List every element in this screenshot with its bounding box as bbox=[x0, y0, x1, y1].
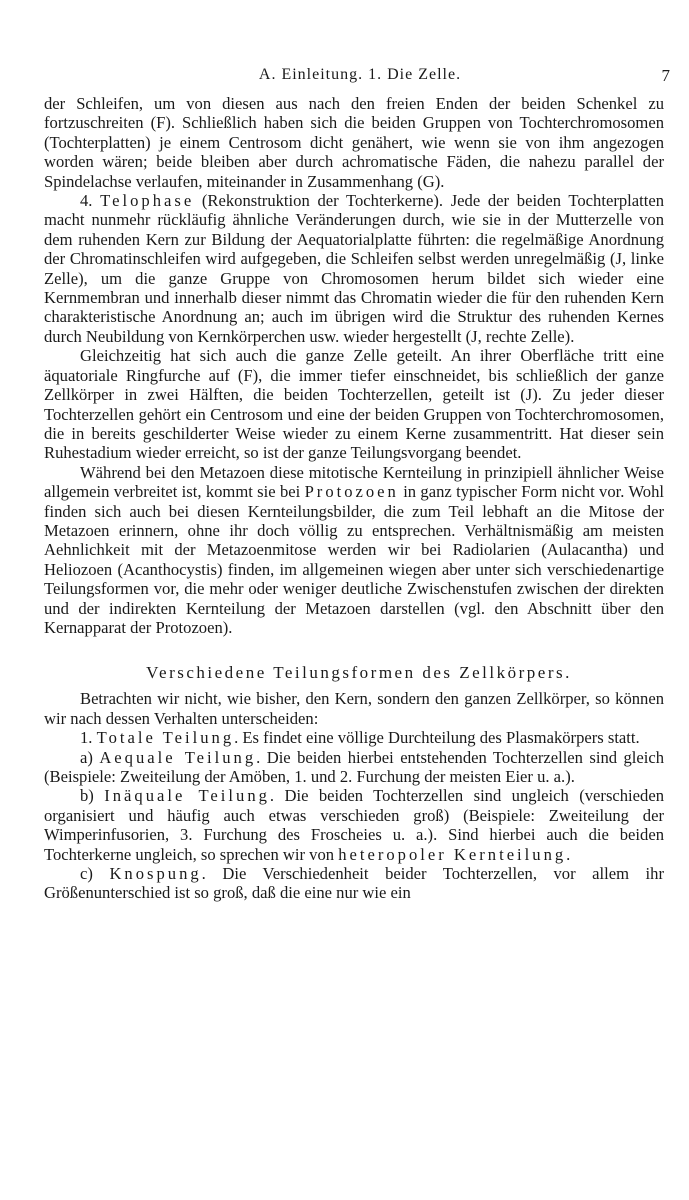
item-a-term: Aequale Teilung bbox=[99, 747, 257, 767]
paragraph-schleifen: der Schleifen, um von diesen aus nach den freien Enden der beiden Schenkel zu fortzuschreiten (F). Schließlich haben sich die beiden Gruppen von Tochterchromosomen (Tochterplatten) je einem Centrosom dicht genähert, wie wenn sie von ihm angezogen worden wären; beide bleiben aber durch achromatische Fäden, die nahezu parallel der Spindelachse verlaufen, miteinander in Zusammenhang (G). bbox=[44, 94, 664, 191]
paragraph-metazoen bbox=[44, 463, 664, 638]
item-b-label: b) bbox=[80, 786, 105, 806]
page-header bbox=[40, 66, 680, 88]
metazoen-text-b: in ganz typischer Form nicht vor. Wohl finden sich auch bei diesen Kernteilungsbilder, die zum Teil lebhaft an die Mitose der Metazoen erinnern, ohne ihr doch völlig zu entsprechen. Verhältnismäßig am meisten Aehnlichkeit mit der Metazoenmitose werden wir bei Radiolarien (Aulacantha) und Heliozoen (Acanthocystis) finden, im allgemeinen wiegen aber unter sich verschiedenartige Teilungsformen vor, die mehr oder weniger deutliche Zwischenstufen zwischen der direkten und der indirekten Kernteilung der Metazoen darstellen (vgl. den Abschnitt über den Kernapparat der Protozoen). bbox=[44, 482, 664, 637]
paragraph-telophase bbox=[44, 191, 664, 346]
item-a-text: . Die beiden hierbei entstehenden Tochterzellen sind gleich (Beispiele: Zweiteilung der Amöben, 1. und 2. Furchung der meisten Eier u. a.). bbox=[44, 747, 664, 786]
item-b-end: . bbox=[566, 844, 571, 864]
paragraph-intro: Betrachten wir nicht, wie bisher, den Kern, sondern den ganzen Zellkörper, so können wir nach dessen Verhalten unterscheiden: bbox=[44, 689, 664, 728]
item-b-text: . Die beiden Tochterzellen sind ungleich (verschieden organisiert und häufig auch etwas verschieden groß) (Beispiele: Zweiteilung der Wimperinfusorien, 3. Furchung des Froscheies u. a.). Sind hierbei auch die beiden Tochterkerne ungleich, so sprechen wir von bbox=[44, 786, 664, 864]
item1-number: 1. bbox=[80, 728, 97, 748]
item-knospung bbox=[44, 864, 664, 903]
telophase-text: (Rekonstruktion der Tochterkerne). Jede der beiden Tochterplatten macht nunmehr rückläufig ähnliche Veränderungen durch, wie sie in der Mutterzelle von dem ruhenden Kern zur Bildung der Aequatorialplatte führten: die regelmäßige Anordnung der Chromatinschleifen wird aufgegeben, die Schleifen selbst werden unregelmäßig (J, linke Zelle), um die ganze Gruppe von Chromosomen herum bildet sich wieder eine Kernmembran und innerhalb dieser nimmt das Chromatin wieder die für den ruhenden Kern charakteristische Anordnung an; auch im übrigen wird die Struktur des ruhenden Kernes durch Neubildung von Kernkörperchen usw. wieder hergestellt (J, rechte Zelle). bbox=[44, 191, 665, 346]
item-totale-teilung bbox=[44, 728, 664, 747]
paragraph-gleichzeitig: Gleichzeitig hat sich auch die ganze Zelle geteilt. An ihrer Oberfläche tritt eine äquatoriale Ringfurche auf (F), die immer tiefer einschneidet, bis schließlich der ganze Zellkörper in zwei Hälften, die beiden Tochterzellen, geteilt ist (J). Zu jeder dieser Tochterzellen gehört ein Centrosom und eine der beiden Gruppen von Tochterchromosomen, die in bereits geschilderter Weise wieder zu einem Kerne zusammentritt. Hat dieser sein Ruhestadium wieder erreicht, so ist der ganze Teilungsvorgang beendet. bbox=[44, 346, 664, 463]
section-heading: Verschiedene Teilungsformen des Zellkörpers. bbox=[146, 663, 572, 683]
item-c-term: Knospung bbox=[109, 864, 202, 884]
item-a-label: a) bbox=[80, 747, 100, 767]
protozoen-term: Protozoen bbox=[304, 482, 399, 502]
telophase-number: 4. bbox=[80, 191, 101, 211]
item1-text: . Es findet eine völlige Durchteilung des Plasmakörpers statt. bbox=[234, 728, 640, 748]
page-body bbox=[44, 94, 664, 903]
item-b-term2: heteropoler Kernteilung bbox=[338, 844, 567, 864]
page-number: 7 bbox=[661, 66, 670, 85]
item-inaequale-teilung bbox=[44, 786, 664, 864]
telophase-term: Telophase bbox=[100, 191, 195, 211]
metazoen-text-a: Während bei den Metazoen diese mitotische Kernteilung in prinzipiell ähnlicher Weise allgemein verbreitet ist, kommt sie bei bbox=[44, 462, 664, 502]
running-title: A. Einleitung. 1. Die Zelle. bbox=[258, 66, 462, 83]
item-b-term: Inäquale Teilung bbox=[104, 786, 270, 806]
item1-term: Totale Teilung bbox=[96, 728, 235, 748]
item-c-text: . Die Verschiedenheit beider Tochterzellen, vor allem ihr Größenunterschied ist so groß, daß die eine nur wie ein bbox=[44, 864, 664, 903]
item-c-label: c) bbox=[80, 864, 110, 884]
item-aequale-teilung bbox=[44, 748, 664, 787]
